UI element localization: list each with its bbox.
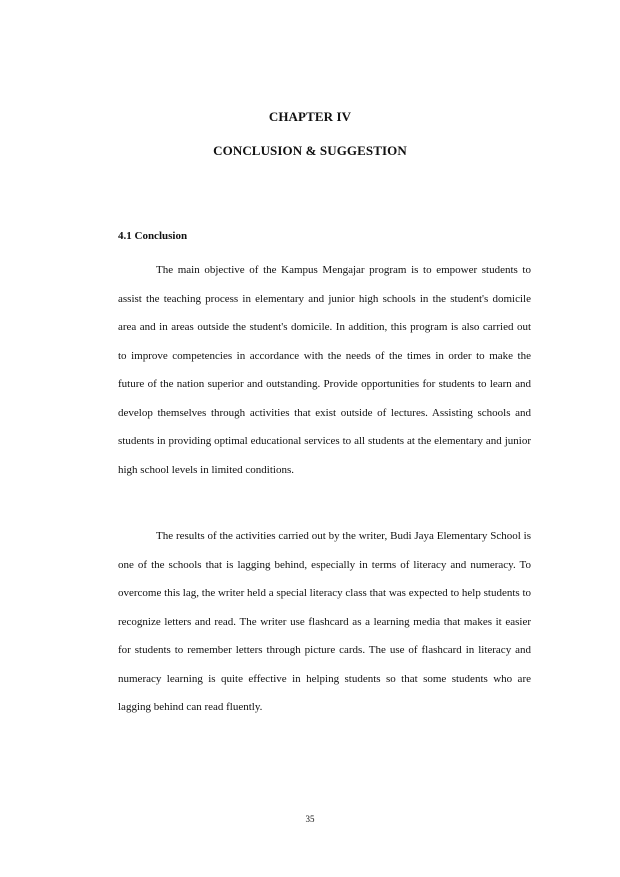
page-number: 35 xyxy=(305,814,315,824)
body-paragraph xyxy=(118,522,531,722)
paragraph-text: The main objective of the Kampus Mengajar program is to empower students to assist the teaching process in elementary and junior high schools in the student's domicile area and in areas outside the student's domicile. In addition, this program is also carried out to improve competencies in accordance with the needs of the times in order to make the future of the nation superior and outstanding. Provide opportunities for students to learn and develop themselves through activities that exist outside of lectures. Assisting schools and students in providing optimal educational services to all students at the elementary and junior high school levels in limited conditions. xyxy=(118,264,531,476)
chapter-number-title: CHAPTER IV xyxy=(268,109,352,124)
section-heading: 4.1 Conclusion xyxy=(118,230,188,242)
body-paragraph xyxy=(118,256,531,484)
paragraph-text: The results of the activities carried out by the writer, Budi Jaya Elementary School is one of the schools that is lagging behind, especially in terms of literacy and numeracy. To overcome this lag, the writer held a special literacy class that was expected to help students to recognize letters and read. The writer use flashcard as a learning media that makes it easier for students to remember letters through picture cards. The use of flashcard in literacy and numeracy learning is quite effective in helping students so that some students who are lagging behind can read fluently. xyxy=(118,530,531,713)
chapter-name-title: CONCLUSION & SUGGESTION xyxy=(213,143,407,158)
